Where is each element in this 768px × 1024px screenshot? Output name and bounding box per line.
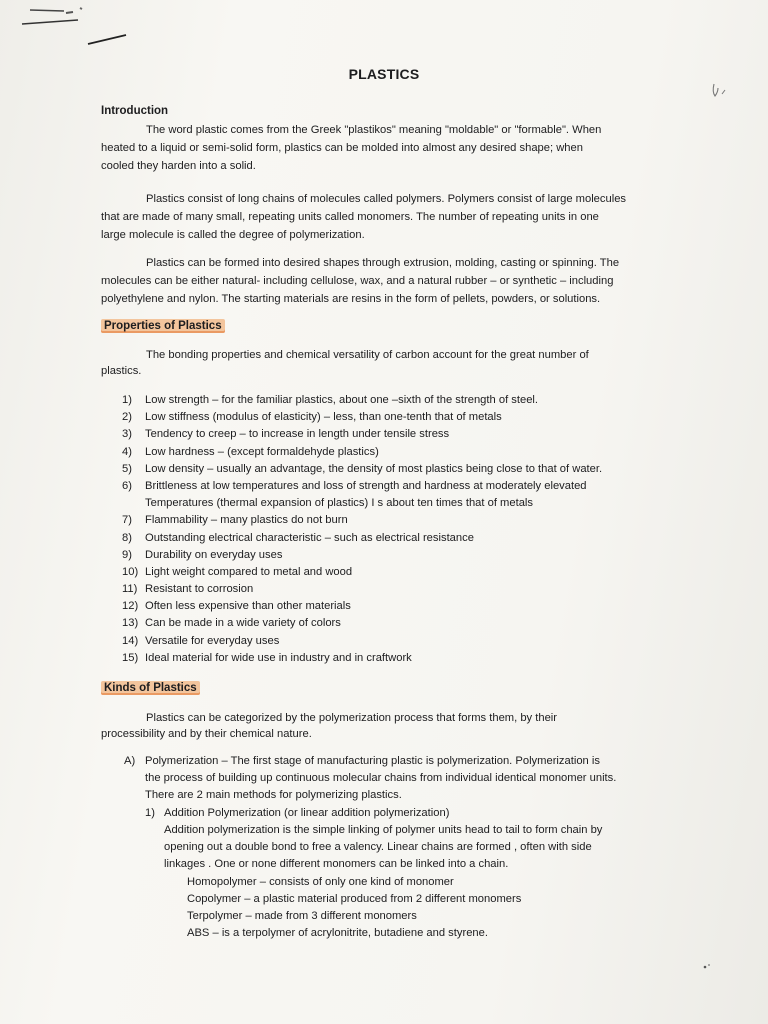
intro-p3-line-2: molecules can be either natural- including cellulose, wax, and a natural rubber – or synthetic – including — [101, 275, 614, 287]
intro-p3-line-1: Plastics can be formed into desired shapes through extrusion, molding, casting or spinning. The — [146, 257, 620, 269]
pen-dot-bottom-right — [700, 960, 714, 974]
list-item: 14) Versatile for everyday uses — [122, 634, 280, 647]
list-item: 11) Resistant to corrosion — [122, 583, 254, 596]
list-item: 6) Brittleness at low temperatures and loss of strength and hardness at moderately elevated Temperatures (thermal expansion of plastics) I s about ten times that of metals — [122, 479, 587, 510]
definitions-block — [187, 874, 687, 942]
intro-paragraph-3-cont — [101, 272, 671, 308]
intro-paragraph-2-cont — [101, 208, 671, 244]
intro-p2-line-3: large molecule is called the degree of polymerization. — [101, 229, 365, 241]
kinds-heading — [101, 682, 200, 694]
list-item: 15) Ideal material for wide use in industry and in craftwork — [122, 651, 412, 664]
intro-p1-line-2: heated to a liquid or semi-solid form, plastics can be molded into almost any desired shape; when — [101, 142, 583, 154]
list-item: 4) Low hardness – (except formaldehyde plastics) — [122, 445, 379, 458]
list-item: 8) Outstanding electrical characteristic – such as electrical resistance — [122, 531, 474, 544]
kinds-paragraph-cont — [101, 725, 671, 743]
intro-p2-line-2: that are made of many small, repeating units called monomers. The number of repeating units in one — [101, 211, 599, 223]
definition-homopolymer: Homopolymer – consists of only one kind of monomer — [187, 876, 454, 888]
subsection-1-line-2: opening out a double bond to free a valency. Linear chains are formed , often with side — [164, 841, 592, 853]
kinds-p-line-2: processibility and by their chemical nature. — [101, 728, 312, 740]
kinds-heading-text: Kinds of Plastics — [101, 681, 200, 695]
definition-copolymer: Copolymer – a plastic material produced from 2 different monomers — [187, 893, 522, 905]
subsection-1-title: Addition Polymerization (or linear addition polymerization) — [164, 807, 450, 819]
list-item: 2) Low stiffness (modulus of elasticity) – less, than one-tenth that of metals — [122, 411, 502, 424]
intro-paragraph-2 — [101, 190, 671, 208]
intro-paragraph-1 — [101, 121, 671, 139]
definition-terpolymer: Terpolymer – made from 3 different monomers — [187, 910, 417, 922]
properties-p-line-2: plastics. — [101, 365, 142, 377]
page-title: PLASTICS — [348, 66, 420, 82]
list-item: 9) Durability on everyday uses — [122, 548, 283, 561]
subsection-1-label: 1) — [145, 807, 155, 819]
list-item: 12) Often less expensive than other materials — [122, 600, 351, 613]
introduction-heading: Introduction — [101, 105, 169, 117]
properties-heading — [101, 320, 225, 332]
pen-scribble-top-left — [18, 0, 138, 50]
list-item: 13) Can be made in a wide variety of colors — [122, 617, 341, 630]
subsection-1-line-1: Addition polymerization is the simple linking of polymer units head to tail to form chain by — [164, 824, 603, 836]
intro-p2-line-1: Plastics consist of long chains of molecules called polymers. Polymers consist of large molecules — [146, 193, 627, 205]
intro-paragraph-3 — [101, 254, 671, 272]
section-a-line-2: the process of building up continuous molecular chains from individual identical monomer units. — [145, 772, 617, 784]
intro-p1-line-3: cooled they harden into a solid. — [101, 160, 256, 172]
list-item: 10) Light weight compared to metal and wood — [122, 565, 353, 578]
subsection-1-text — [164, 805, 704, 873]
list-item: 7) Flammability – many plastics do not burn — [122, 514, 348, 527]
intro-p1-line-1: The word plastic comes from the Greek "plastikos" meaning "moldable" or "formable". When — [146, 124, 602, 136]
list-item: 1) Low strength – for the familiar plastics, about one –sixth of the strength of steel. — [122, 394, 539, 406]
definition-abs: ABS – is a terpolymer of acrylonitrite, butadiene and styrene. — [187, 927, 488, 939]
section-a-text — [145, 753, 705, 804]
section-a-label: A) — [124, 755, 136, 767]
subsection-1-line-3: linkages . One or none different monomers can be linked into a chain. — [164, 858, 509, 870]
properties-heading-text: Properties of Plastics — [101, 319, 225, 333]
intro-p3-line-3: polyethylene and nylon. The starting materials are resins in the form of pellets, powders, or solutions. — [101, 293, 601, 305]
properties-list — [122, 392, 602, 667]
properties-paragraph-cont — [101, 362, 671, 380]
intro-paragraph-1-cont — [101, 139, 671, 175]
list-item: 5) Low density – usually an advantage, the density of most plastics being close to that of water. — [122, 462, 603, 475]
pen-mark-top-right — [706, 80, 736, 102]
properties-p-line-1: The bonding properties and chemical versatility of carbon account for the great number of — [146, 349, 589, 361]
list-item: 3) Tendency to creep – to increase in length under tensile stress — [122, 428, 450, 441]
section-a-line-1: Polymerization – The first stage of manufacturing plastic is polymerization. Polymerization is — [145, 755, 600, 767]
kinds-p-line-1: Plastics can be categorized by the polymerization process that forms them, by their — [146, 712, 558, 724]
section-a-line-3: There are 2 main methods for polymerizing plastics. — [145, 789, 402, 801]
